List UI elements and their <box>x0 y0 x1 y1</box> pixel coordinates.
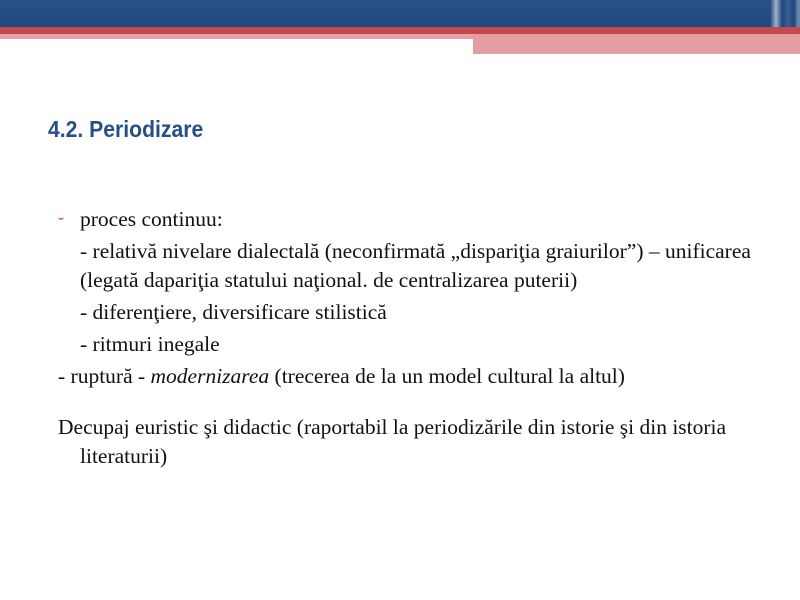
header-pink-stripe <box>0 34 473 39</box>
slide-title: 4.2. Periodizare <box>48 116 204 142</box>
header-red-stripe <box>0 27 800 34</box>
header-pink-band <box>473 34 800 54</box>
header-band-accent <box>770 0 800 27</box>
main-bullet-text: proces continuu: <box>80 207 223 231</box>
header-band <box>0 0 800 27</box>
rupture-prefix: - ruptură - <box>58 364 151 388</box>
slide-body <box>58 205 768 471</box>
sub-item-leveling: - relativă nivelare dialectală (neconfirmată „dispariţia graiurilor”) – unificarea (legată dapariţia statului naţional. de centralizarea puterii) <box>80 239 751 292</box>
decoupage-paragraph: Decupaj euristic şi didactic (raportabil la periodizările din istorie şi din istoria literaturii) <box>58 415 727 468</box>
rupture-suffix: (trecerea de la un model cultural la altul) <box>269 364 625 388</box>
spacer <box>58 391 768 413</box>
main-bullet <box>58 205 768 234</box>
sub-item-differentiation: - diferenţiere, diversificare stilistică <box>80 300 387 324</box>
dash-bullet-icon: - <box>58 207 64 227</box>
rupture-emphasis: modernizarea <box>150 364 270 388</box>
sub-item-rhythms: - ritmuri inegale <box>80 332 220 356</box>
rupture-item <box>58 362 768 391</box>
